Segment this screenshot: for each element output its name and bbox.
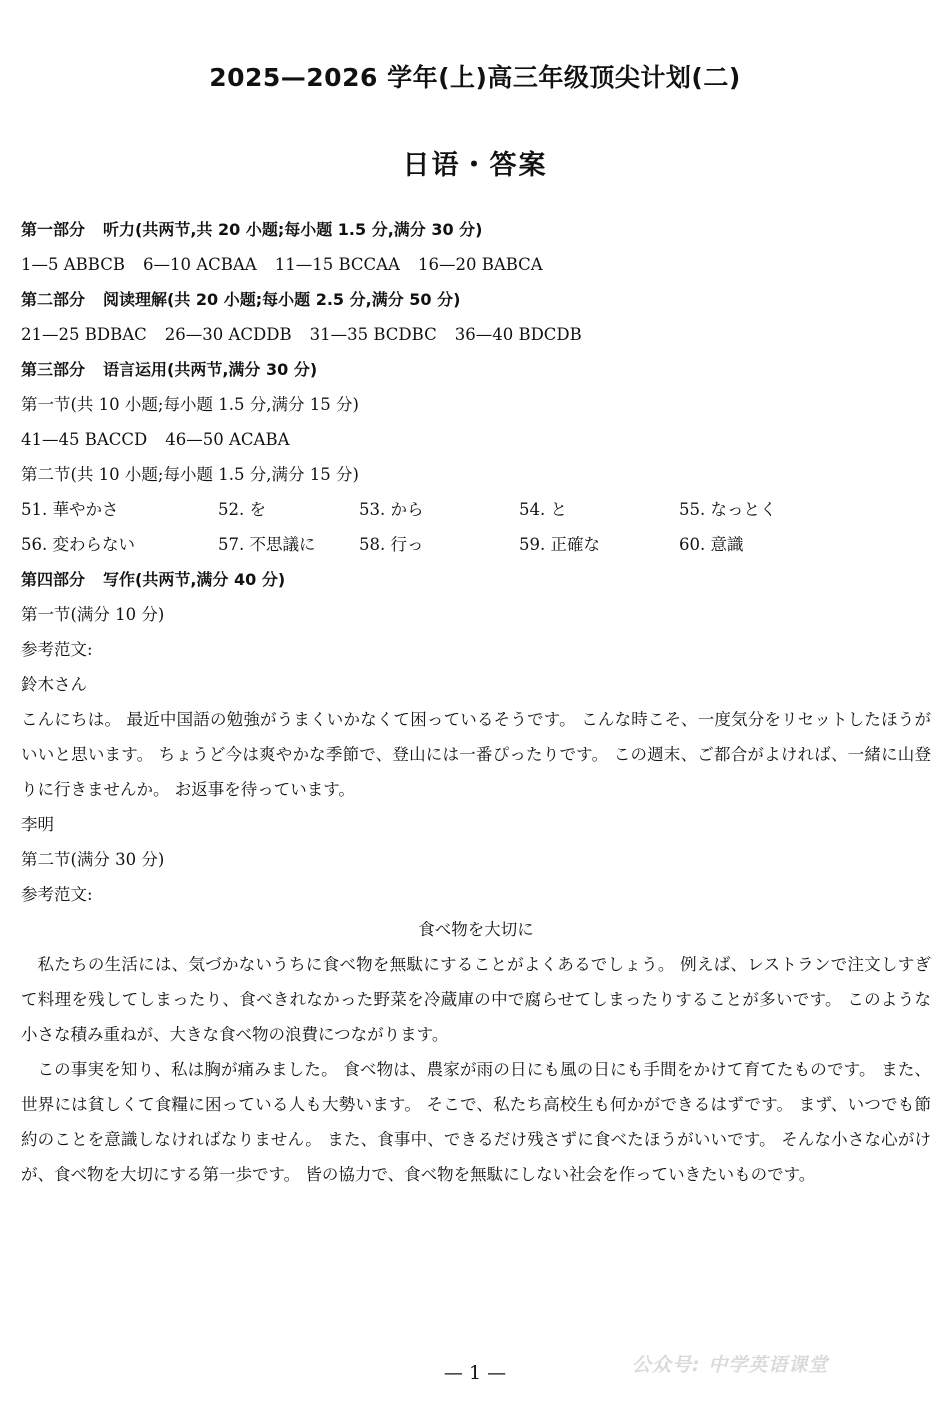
answer-group: 41—45 BACCD (21, 430, 148, 449)
watermark: 公众号: 中学英语课堂 (632, 1354, 829, 1376)
part3-heading (21, 352, 931, 387)
part3-section2-heading: 第二节(共 10 小题;每小题 1.5 分,满分 15 分) (21, 465, 359, 484)
answer-group: 46—50 ACABA (165, 430, 290, 449)
part2-answers (21, 317, 931, 352)
answer-group: 36—40 BDCDB (454, 325, 582, 344)
page-number: — 1 — (443, 1362, 507, 1384)
answer-group: 16—20 BABCA (417, 255, 543, 274)
part2-heading (21, 282, 931, 317)
fill-in-answer: 57. 不思議に (218, 535, 316, 554)
answer-group: 11—15 BCCAA (274, 255, 400, 274)
letter-body: こんにちは。 最近中国語の勉強がうまくいかなくて困っているそうです。 こんな時こそ、一度気分をリセットしたほうがいいと思います。 ちょうど今は爽やかな季節で、登山には一番ぴったりです。 この週末、ご都合がよければ、一緒に山登りに行きませんか。 お返事を待っています。 (21, 710, 931, 799)
fill-in-answer: 52. を (218, 500, 266, 519)
part4-heading (21, 562, 931, 597)
part1-heading (21, 212, 931, 247)
essay-paragraph: 私たちの生活には、気づかないうちに食べ物を無駄にすることがよくあるでしょう。 例えば、レストランで注文しすぎて料理を残してしまったり、食べきれなかった野菜を冷蔵庫の中で腐らせてしまったりすることが多いです。 このような小さな積み重ねが、大きな食べ物の浪費につながります。 (21, 955, 931, 1044)
reference-label: 参考范文: (21, 640, 93, 659)
answer-group: 31—35 BCDBC (309, 325, 437, 344)
fill-in-row-2 (21, 527, 931, 562)
fill-in-answer: 56. 変わらない (21, 535, 135, 554)
answer-content (21, 212, 931, 1192)
fill-in-answer: 51. 華やかさ (21, 500, 119, 519)
fill-in-answer: 60. 意識 (679, 535, 744, 554)
answer-group: 6—10 ACBAA (142, 255, 257, 274)
part4-label: 第四部分 (21, 570, 86, 589)
part2-heading-text: 阅读理解(共 20 小题;每小题 2.5 分,满分 50 分) (103, 290, 461, 309)
reference-label: 参考范文: (21, 885, 93, 904)
answer-group: 26—30 ACDDB (164, 325, 292, 344)
document-title: 2025—2026 学年(上)高三年级顶尖计划(二) (209, 63, 741, 92)
part3-section1-heading: 第一节(共 10 小题;每小题 1.5 分,满分 15 分) (21, 395, 359, 414)
part4-section1-heading: 第一节(满分 10 分) (21, 605, 165, 624)
letter-signature: 李明 (21, 815, 54, 834)
fill-in-row-1 (21, 492, 931, 527)
fill-in-answer: 58. 行っ (359, 535, 424, 554)
letter-recipient: 鈴木さん (21, 675, 87, 694)
fill-in-answer: 54. と (519, 500, 567, 519)
answer-group: 1—5 ABBCB (21, 255, 125, 274)
fill-in-answer: 53. から (359, 500, 424, 519)
essay-title: 食べ物を大切に (418, 920, 534, 939)
document-subtitle: 日语・答案 (402, 150, 548, 181)
part4-section2-heading: 第二节(满分 30 分) (21, 850, 165, 869)
fill-in-answer: 59. 正確な (519, 535, 600, 554)
essay-paragraph: この事実を知り、私は胸が痛みました。 食べ物は、農家が雨の日にも風の日にも手間をかけて育てたものです。 また、世界には貧しくて食糧に困っている人も大勢います。 そこで、私たち高校生も何かができるはずです。 まず、いつでも節約のことを意識しなければなりません。 また、食事中、できるだけ残さずに食べたほうがいいです。 そんな小さな心がけが、食べ物を大切にする第一歩です。 皆の協力で、食べ物を無駄にしない社会を作っていきたいものです。 (21, 1060, 931, 1184)
part3-section1-answers (21, 422, 931, 457)
part1-label: 第一部分 (21, 220, 86, 239)
part1-heading-text: 听力(共两节,共 20 小题;每小题 1.5 分,满分 30 分) (103, 220, 483, 239)
fill-in-answer: 55. なっとく (679, 500, 777, 519)
part3-label: 第三部分 (21, 360, 86, 379)
part1-answers (21, 247, 931, 282)
part2-label: 第二部分 (21, 290, 86, 309)
answer-group: 21—25 BDBAC (21, 325, 147, 344)
part3-heading-text: 语言运用(共两节,满分 30 分) (103, 360, 318, 379)
part4-heading-text: 写作(共两节,满分 40 分) (103, 570, 286, 589)
